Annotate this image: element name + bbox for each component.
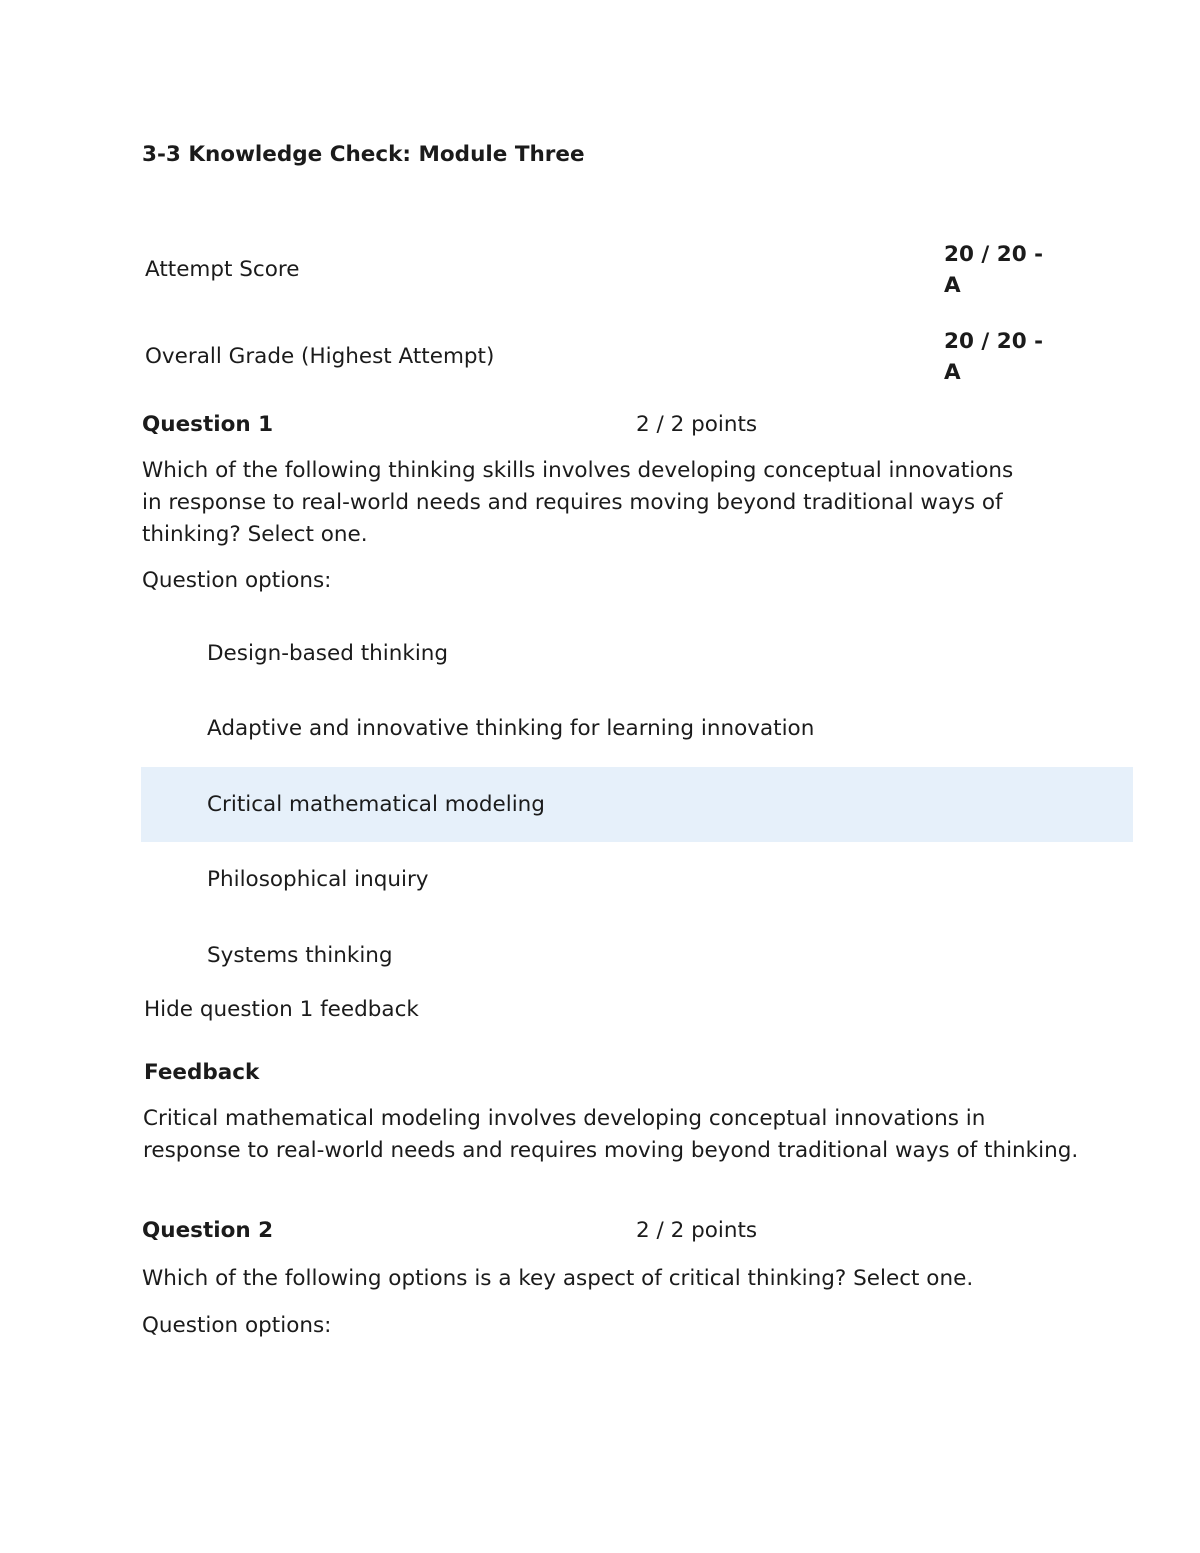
- attempt-score-grade: A: [944, 273, 961, 298]
- question-2-text: Which of the following options is a key aspect of critical thinking? Select one.: [142, 1266, 974, 1291]
- option-critical-mathematical-modeling[interactable]: Critical mathematical modeling: [207, 792, 545, 817]
- feedback-text: Critical mathematical modeling involves developing conceptual innovations in response to real-world needs and requires moving beyond traditional ways of thinking.: [143, 1106, 1079, 1163]
- question-2-points: 2 / 2 points: [636, 1218, 758, 1243]
- question-1-text: Which of the following thinking skills involves developing conceptual innovations in response to real-world needs and requires moving beyond traditional ways of thinking? Select one.: [142, 458, 1014, 547]
- hide-feedback-link[interactable]: Hide question 1 feedback: [144, 997, 419, 1022]
- question-1-points: 2 / 2 points: [636, 412, 758, 437]
- question-1-options-label: Question options:: [142, 568, 332, 593]
- option-systems-thinking[interactable]: Systems thinking: [207, 943, 393, 968]
- option-design-based-thinking[interactable]: Design-based thinking: [207, 641, 449, 666]
- overall-grade-value: 20 / 20 -: [944, 329, 1044, 354]
- question-1-title: Question 1: [142, 412, 274, 437]
- feedback-heading: Feedback: [144, 1060, 260, 1085]
- page-title: 3-3 Knowledge Check: Module Three: [142, 142, 585, 167]
- attempt-score-value: 20 / 20 -: [944, 242, 1044, 267]
- question-2-title: Question 2: [142, 1218, 274, 1243]
- overall-grade-grade: A: [944, 360, 961, 385]
- question-2-options-label: Question options:: [142, 1313, 332, 1338]
- option-adaptive-innovative-thinking[interactable]: Adaptive and innovative thinking for learning innovation: [207, 716, 815, 741]
- overall-grade-label: Overall Grade (Highest Attempt): [145, 344, 495, 369]
- option-philosophical-inquiry[interactable]: Philosophical inquiry: [207, 867, 429, 892]
- attempt-score-label: Attempt Score: [145, 257, 300, 282]
